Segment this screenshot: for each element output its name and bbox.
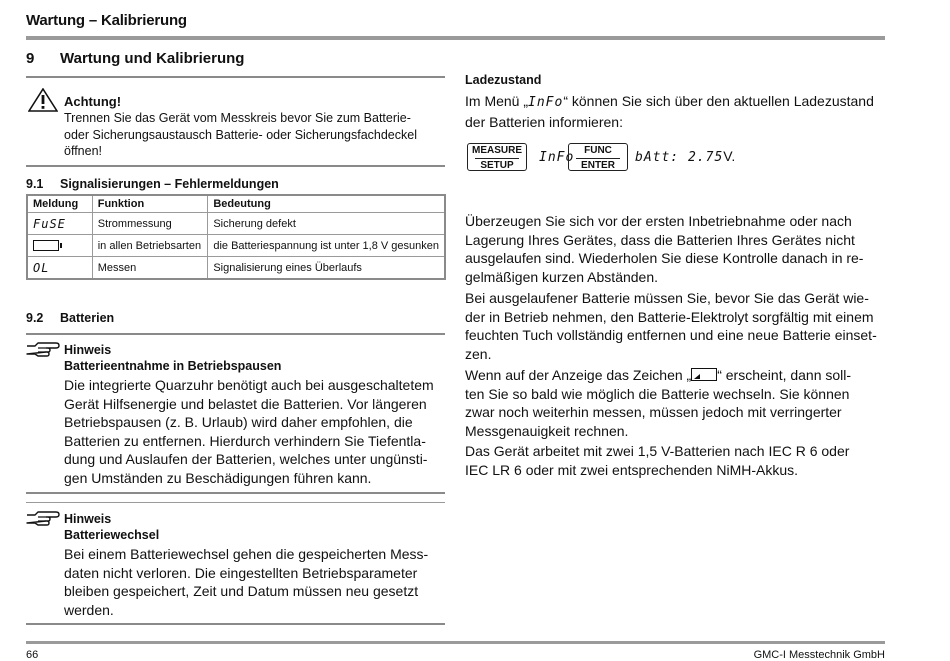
lcd-info-display: InFo [539,150,575,165]
hint-line: werden. [64,601,114,618]
hint-line: gen Umständen zu Beschädigungen führen kann. [64,469,372,486]
section-rule [26,76,445,78]
warning-line: Trennen Sie das Gerät vom Messkreis bevor Sie zum Batterie- [64,111,411,125]
hint-label: Hinweis [64,343,112,357]
hint-subtitle: Batterieentnahme in Betriebspausen [64,359,282,373]
hint-line: Bei einem Batteriewechsel gehen die gespeicherten Mess- [64,546,429,562]
subsection-number: 9.1 [26,177,44,191]
subsection-title-text: Signalisierungen – Fehlermeldungen [60,177,279,191]
button-bottom-label: SETUP [480,160,514,171]
measure-setup-button[interactable] [467,143,527,171]
page-number: 66 [26,649,39,661]
table-cell: Sicherung defekt [208,213,445,235]
paragraph-leaked [465,289,885,363]
table-row [27,257,445,280]
subsection-9-2-title [26,311,114,325]
subsection-9-1-title [26,177,279,191]
header-rule [26,36,885,40]
subsection-rule [26,333,445,335]
paragraph-line: ausgelaufen sind. Wiederholen Sie diese Kontrolle danach in re- [465,250,864,266]
subsection-title-text: Batterien [60,311,115,325]
hint-line: Betriebspausen (z. B. Urlaub) wird daher empfohlen, die [64,414,413,430]
hint-label: Hinweis [64,512,112,526]
warning-text [64,110,444,160]
hint-body [64,376,444,487]
column-header: Meldung [27,195,92,213]
table-cell: Messen [92,257,208,280]
lcd-ol-symbol [27,257,92,280]
subsection-number: 9.2 [26,311,44,325]
ladezustand-intro [465,92,885,131]
hint-subtitle: Batteriewechsel [64,528,160,542]
warning-rule [26,165,445,167]
warning-title: Achtung! [64,94,122,109]
paragraph-check [465,212,885,286]
company-name: GMC-I Messtechnik GmbH [753,649,885,661]
footer-rule [26,641,885,644]
section-title-text: Wartung und Kalibrierung [60,50,245,67]
paragraph-line: ten Sie so bald wie möglich die Batterie wechseln. Sie können [465,385,850,402]
paragraph-text: Wenn auf der Anzeige das Zeichen „ [465,367,692,383]
section-number: 9 [26,50,35,67]
paragraph-line: IEC LR 6 oder mit zwei entsprechenden NiMH-Akkus. [465,461,799,478]
warning-line: oder Sicherungsaustausch Batterie- oder Sicherungsfachdeckel [64,127,417,142]
battery-symbol-cell [27,235,92,257]
lcd-battery-text: bAtt: 2.75 [635,150,724,165]
section-title [26,50,244,67]
battery-reading [635,148,735,165]
paragraph-line: zwar noch weiterhin messen, müssen jedoch mit verringerter [465,404,842,420]
lcd-text: FuSE [33,216,66,231]
hint-rule [26,492,445,494]
table-header-row [27,195,445,213]
hint-body [64,545,444,619]
hint-rule [26,502,445,503]
intro-line [465,92,885,113]
table-cell: Signalisierung eines Überlaufs [208,257,445,280]
paragraph-line [465,366,885,385]
battery-low-icon [691,368,717,381]
paragraph-line: Bei ausgelaufener Batterie müssen Sie, bevor Sie das Gerät wie- [465,290,869,306]
hint-line: Batterien zu entfernen. Hierdurch verhindern Sie Tiefentla- [64,432,426,449]
table-cell: Strommessung [92,213,208,235]
pointing-hand-icon [26,510,60,533]
paragraph-text: “ erscheint, dann soll- [717,367,852,383]
paragraph-line: zen. [465,345,492,362]
battery-icon [33,240,59,251]
paragraph-line: Messgenauigkeit rechnen. [465,422,629,439]
hint-rule [26,623,445,625]
intro-text: Im Menü „ [465,93,529,109]
warning-line: öffnen! [64,144,103,158]
table-row [27,213,445,235]
lcd-text: OL [33,260,50,275]
button-top-label: FUNC [584,145,612,156]
paragraph-line: gelmäßigen kurzen Abständen. [465,268,659,285]
running-header: Wartung – Kalibrierung [26,12,187,29]
hint-line: Die integrierte Quarzuhr benötigt auch bei ausgeschaltetem [64,377,434,393]
table-row [27,235,445,257]
column-header: Bedeutung [208,195,445,213]
func-enter-button[interactable] [568,143,628,171]
battery-unit: V. [723,148,736,164]
hint-line: Gerät Hilfsenergie und belastet die Batterien. Vor längeren [64,395,427,412]
intro-line: der Batterien informieren: [465,113,623,130]
paragraph-line: Lagerung Ihres Gerätes, dass die Batterien Ihres Gerätes nicht [465,231,855,248]
intro-text: “ können Sie sich über den aktuellen Ladezustand [563,93,874,109]
hint-line: bleiben gespeichert, Zeit und Datum müssen neu gesetzt [64,583,419,599]
hint-line: daten nicht verloren. Die eingestellten Betriebsparameter [64,564,418,581]
ladezustand-title: Ladezustand [465,73,542,87]
lcd-fuse-symbol [27,213,92,235]
table-cell: in allen Betriebsarten [92,235,208,257]
paragraph-batteries [465,442,885,479]
hint-line: dung und Auslaufen der Batterien, welches unter ungünsti- [64,451,428,467]
paragraph-line: Überzeugen Sie sich vor der ersten Inbetriebnahme oder nach [465,213,852,229]
button-bottom-label: ENTER [581,160,615,171]
button-top-label: MEASURE [471,145,522,156]
paragraph-line: feuchten Tuch vollständig entfernen und eine neue Batterie einset- [465,327,877,343]
lcd-info-text: InFo [528,95,564,110]
error-messages-table [26,194,446,280]
column-header: Funktion [92,195,208,213]
warning-icon [28,88,58,117]
pointing-hand-icon [26,341,60,364]
paragraph-symbol [465,366,885,440]
paragraph-line: der in Betrieb nehmen, den Batterie-Elektrolyt sorgfältig mit einem [465,308,874,325]
table-cell: die Batteriespannung ist unter 1,8 V gesunken [208,235,445,257]
paragraph-line: Das Gerät arbeitet mit zwei 1,5 V-Batterien nach IEC R 6 oder [465,443,850,459]
